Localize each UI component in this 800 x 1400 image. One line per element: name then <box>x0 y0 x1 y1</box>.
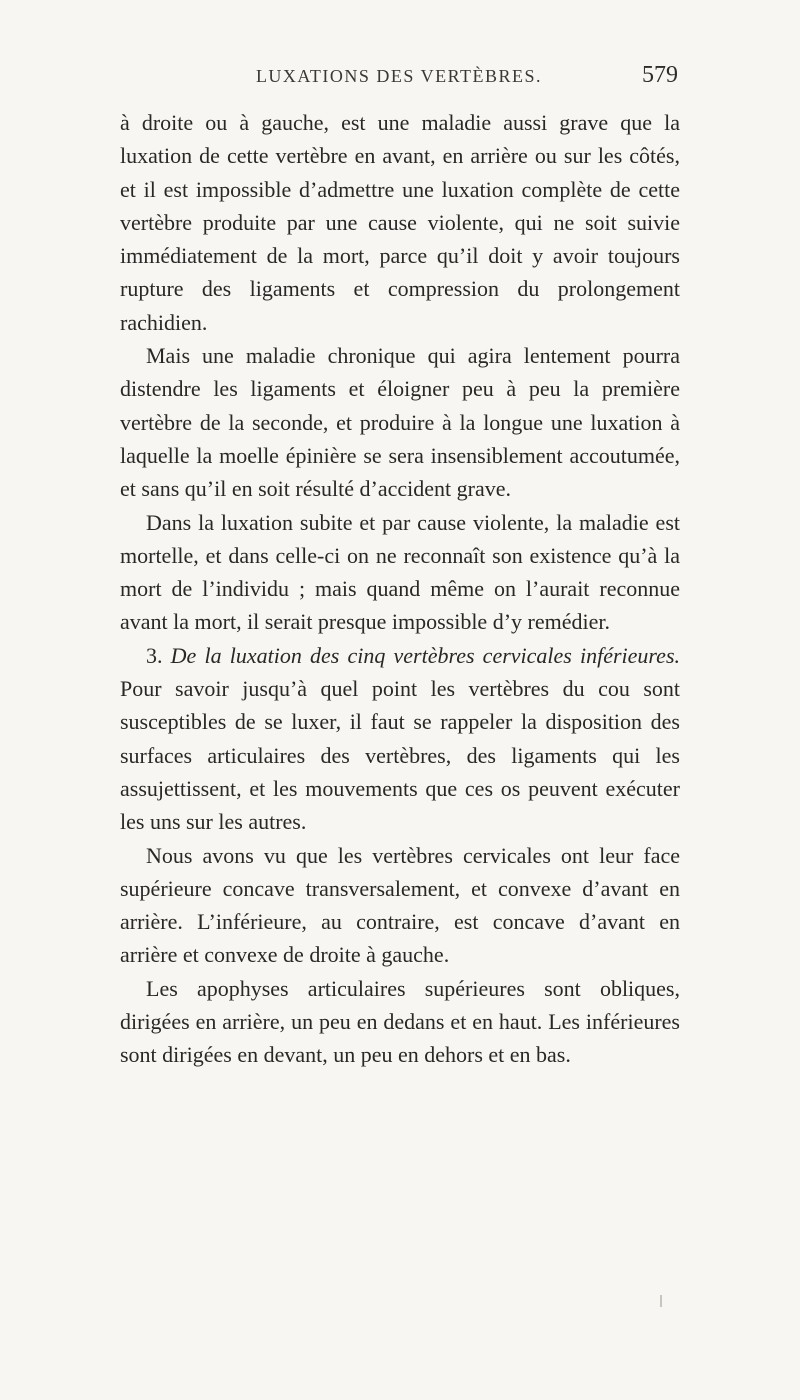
page-header <box>120 62 678 92</box>
paragraph: Les apophyses articulaires supérieures sont obliques, dirigées en arrière, un peu en dedans et en haut. Les inférieures sont dirigées en devant, un peu en dehors et en bas. <box>120 975 680 1068</box>
paragraph: Dans la luxation subite et par cause violente, la maladie est mortelle, et dans celle-ci on ne reconnaît son existence qu’à la mort de l’individu ; mais quand même on l’aurait reconnue avant la mort, il serait presque impossible d’y remédier. <box>120 509 680 635</box>
paragraph: Nous avons vu que les vertèbres cervicales ont leur face supérieure concave transversalement, et convexe d’avant en arrière. L’inférieure, au contraire, est concave d’avant en arrière et convexe de droite à gauche. <box>120 842 680 968</box>
print-mark <box>660 1295 662 1307</box>
section-title: De la luxation des cinq vertèbres cervicales inférieures. <box>170 642 681 668</box>
paragraph: Mais une maladie chronique qui agira lentement pourra distendre les ligaments et éloigner peu à peu la première vertèbre de la seconde, et produire à la longue une luxation à laquelle la moelle épinière se sera insensiblement accoutumée, et sans qu’il en soit résulté d’accident grave. <box>120 343 680 502</box>
paragraph: à droite ou à gauche, est une maladie aussi grave que la luxation de cette vertèbre en avant, en arrière ou sur les côtés, et il est impossible d’admettre une luxation complète de cette vertèbre produite par une cause violente, qui ne soit suivie immédiatement de la mort, parce qu’il doit y avoir toujours rupture des ligaments et compression du prolongement rachidien. <box>120 110 680 335</box>
running-head: LUXATIONS DES VERTÈBRES. <box>255 66 543 86</box>
page-number: 579 <box>642 62 678 88</box>
section-paragraph <box>120 639 680 839</box>
body-text <box>120 106 680 1072</box>
section-text: Pour savoir jusqu’à quel point les vertèbres du cou sont susceptibles de se luxer, il faut se rappeler la disposition des surfaces articulaires des vertèbres, des ligaments qui les assujettissent, et les mouvements que ces os peuvent exécuter les uns sur les autres. <box>120 676 680 835</box>
section-number: 3. <box>146 642 163 668</box>
